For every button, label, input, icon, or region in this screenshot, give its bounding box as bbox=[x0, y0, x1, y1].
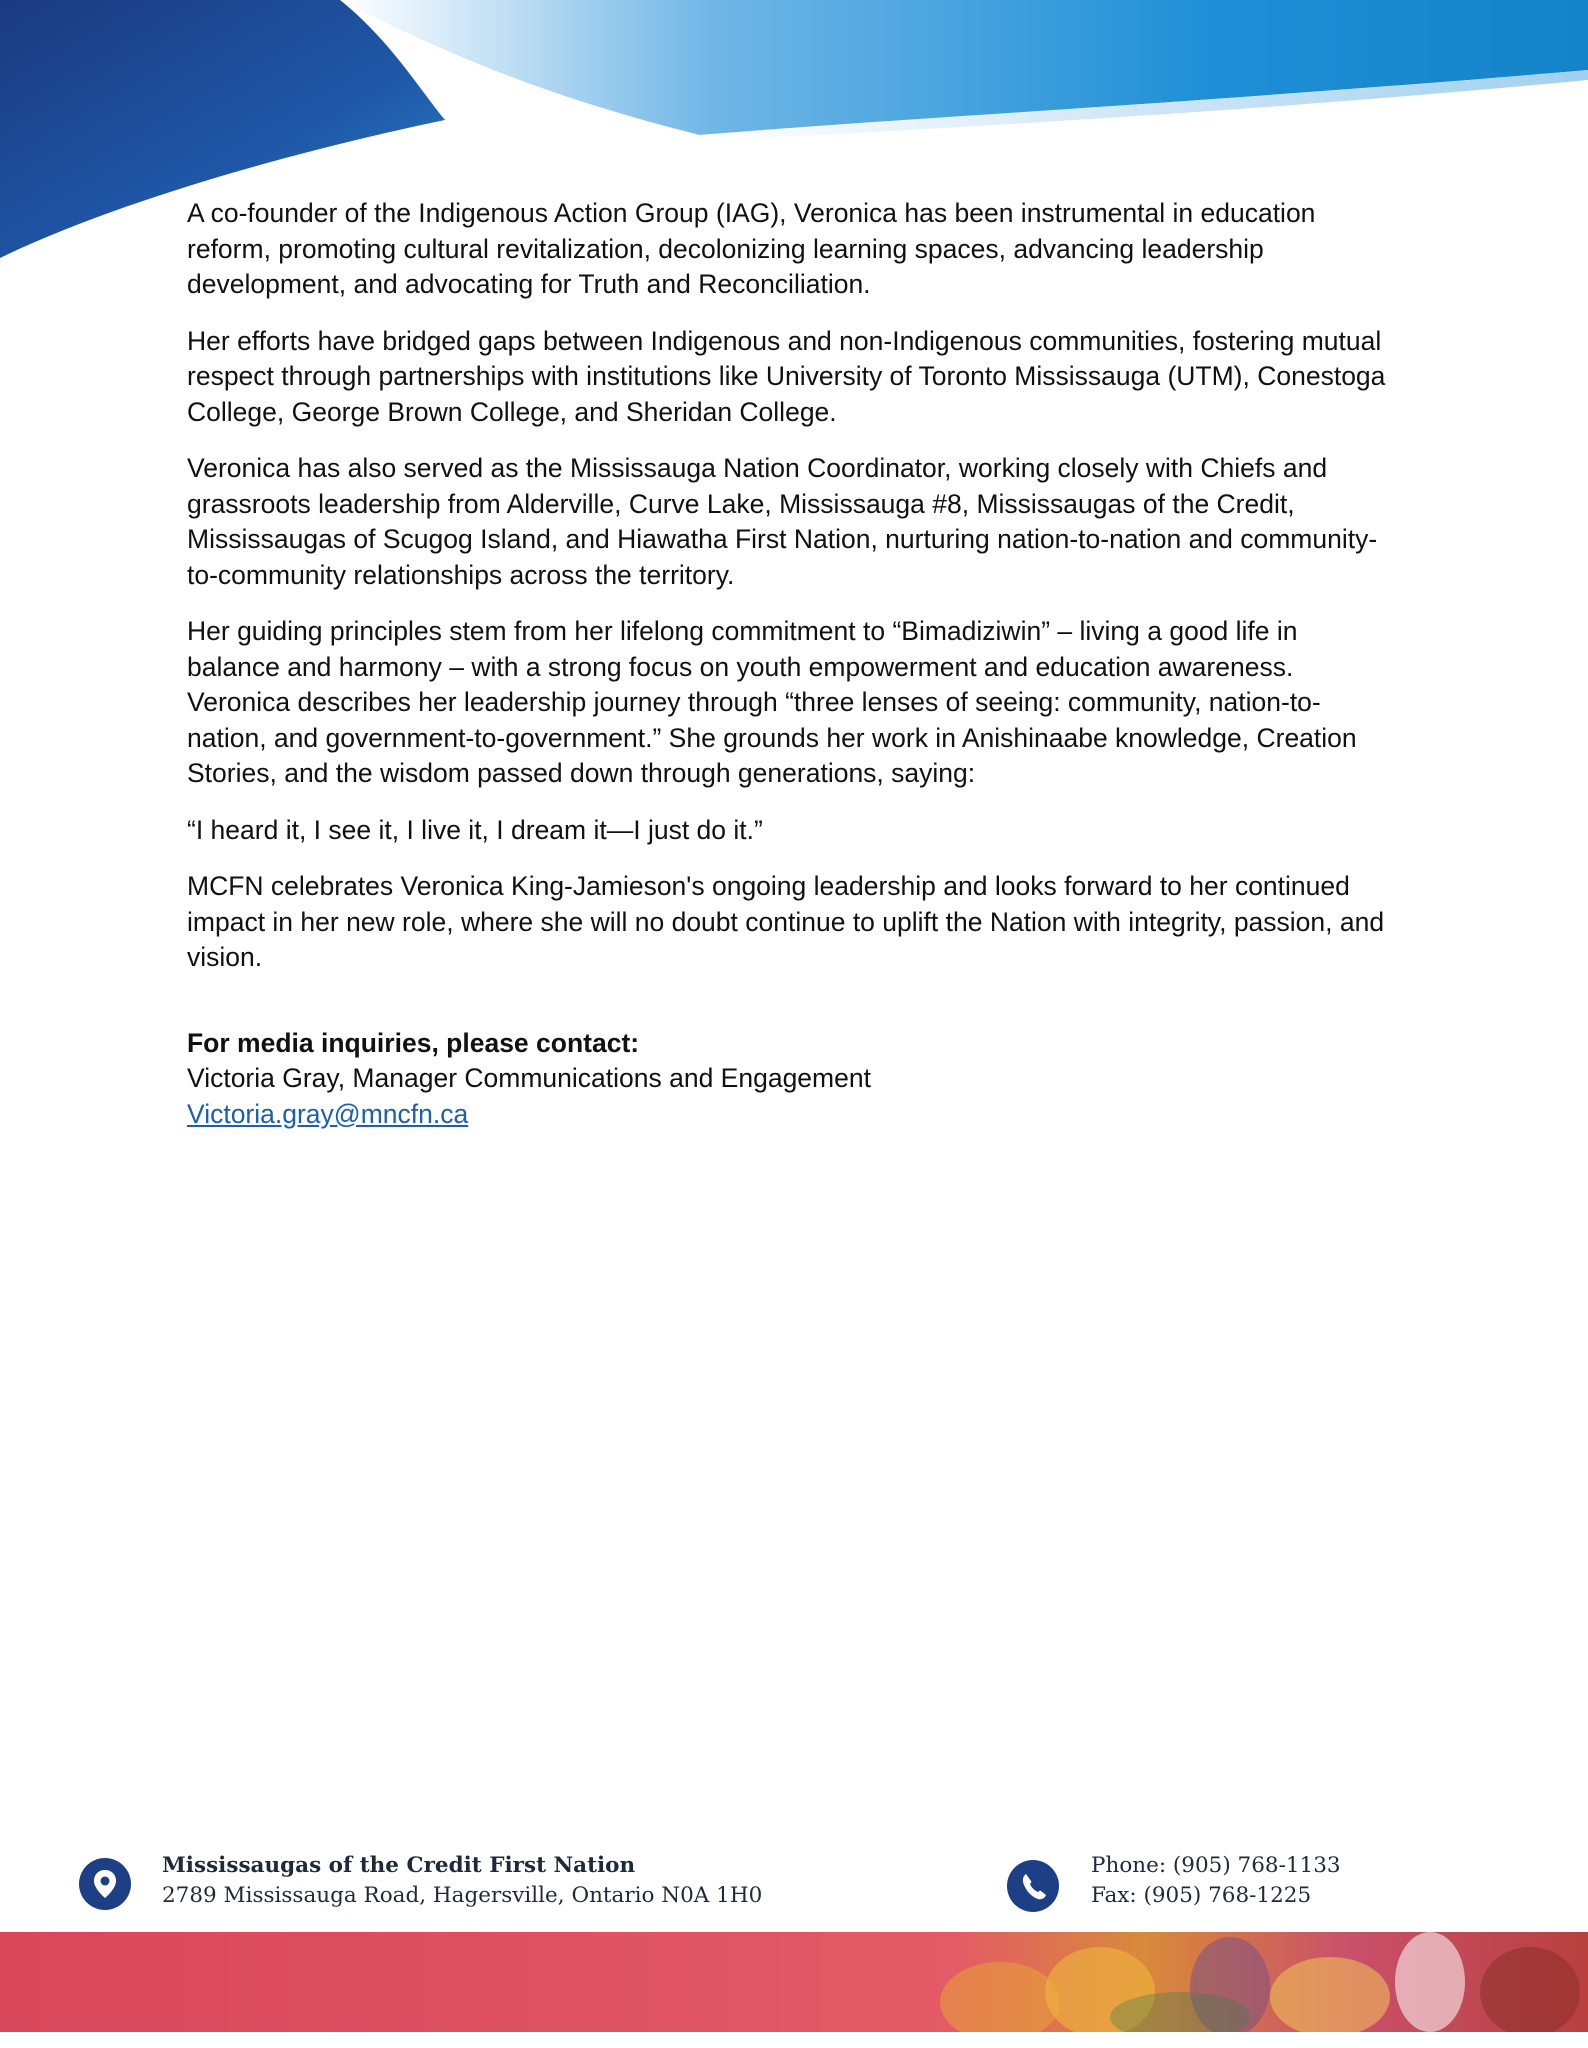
media-contact bbox=[187, 1026, 1397, 1133]
paragraph-partnerships: Her efforts have bridged gaps between Indigenous and non-Indigenous communities, fostering mutual respect through partnerships with institutions like University of Toronto Mississauga (UTM), Conestoga College, George Brown College, and Sheridan College. bbox=[187, 325, 1386, 427]
paragraph-coordinator: Veronica has also served as the Mississauga Nation Coordinator, working closely with Chiefs and grassroots leadership from Alderville, Curve Lake, Mississauga #8, Mississaugas of the Credit, Mississaugas of Scugog Island, and Hiawatha First Nation, nurturing nation-to-nation and community-to-community relationships across the territory. bbox=[187, 453, 1378, 590]
article-body bbox=[187, 196, 1397, 1132]
contact-heading: For media inquiries, please contact: bbox=[187, 1027, 640, 1058]
location-pin-icon bbox=[79, 1858, 131, 1910]
footer-bottom-margin bbox=[0, 2032, 1588, 2048]
organization-address: 2789 Mississauga Road, Hagersville, Ontario N0A 1H0 bbox=[162, 1883, 763, 1908]
phone-number: Phone: (905) 768-1133 bbox=[1091, 1853, 1341, 1878]
footer-artwork bbox=[0, 1932, 1588, 2032]
footer-artwork-band bbox=[0, 1932, 1588, 2032]
contact-email-link[interactable]: Victoria.gray@mncfn.ca bbox=[187, 1098, 469, 1129]
paragraph-closing: MCFN celebrates Veronica King-Jamieson's ongoing leadership and looks forward to her continued impact in her new role, where she will no doubt continue to uplift the Nation with integrity, passion, and vision. bbox=[187, 871, 1385, 972]
paragraph-principles: Her guiding principles stem from her lifelong commitment to “Bimadiziwin” – living a good life in balance and harmony – with a strong focus on youth empowerment and education awareness. Veronica describes her leadership journey through “three lenses of seeing: community, nation-to-nation, and government-to-government.” She grounds her work in Anishinaabe knowledge, Creation Stories, and the wisdom passed down through generations, saying: bbox=[187, 616, 1357, 788]
quote: “I heard it, I see it, I live it, I dream it—I just do it.” bbox=[187, 814, 763, 845]
fax-number: Fax: (905) 768-1225 bbox=[1091, 1883, 1312, 1908]
paragraph-iag: A co-founder of the Indigenous Action Group (IAG), Veronica has been instrumental in education reform, promoting cultural revitalization, decolonizing learning spaces, advancing leadership development, and advocating for Truth and Reconciliation. bbox=[187, 198, 1316, 299]
phone-icon bbox=[1007, 1860, 1059, 1912]
footer-contact-block bbox=[1091, 1851, 1341, 1911]
organization-name: Mississaugas of the Credit First Nation bbox=[162, 1853, 636, 1878]
footer-address-block bbox=[162, 1851, 762, 1911]
contact-name: Victoria Gray, Manager Communications and Engagement bbox=[187, 1063, 871, 1093]
